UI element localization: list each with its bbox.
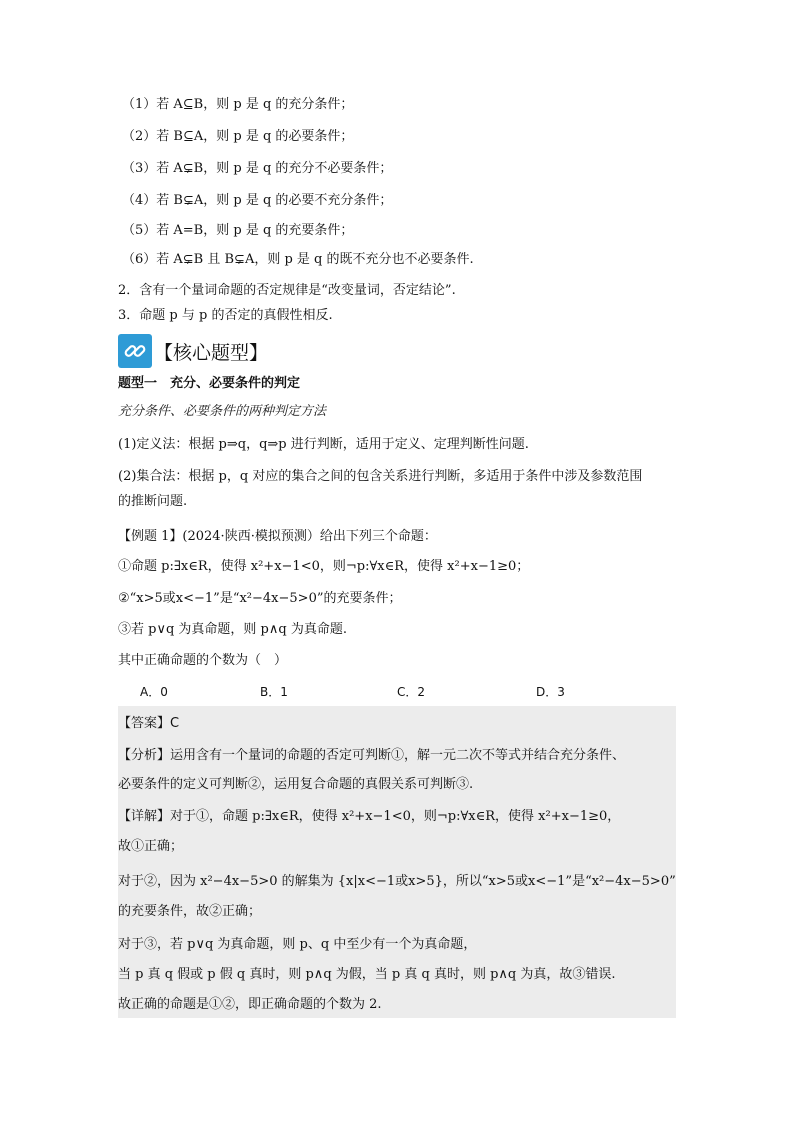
method-2-line-1: (2)集合法：根据 p，q 对应的集合之间的包含关系进行判断，多适用于条件中涉及参数范围	[118, 469, 643, 484]
methods-title: 充分条件、必要条件的两种判定方法	[118, 404, 327, 419]
section-header: 【核心题型】	[154, 342, 269, 364]
condition-5: （5）若 A=B，则 p 是 q 的充要条件；	[122, 223, 354, 238]
rule-3: 3．命题 p 与 p 的否定的真假性相反.	[118, 308, 333, 323]
example-intro: 【例题 1】(2024·陕西·模拟预测）给出下列三个命题：	[118, 529, 437, 544]
detail-line-7: 故正确的命题是①②，即正确命题的个数为 2.	[118, 997, 382, 1012]
detail-line-6: 当 p 真 q 假或 p 假 q 真时，则 p∧q 为假，当 p 真 q 真时，则 p∧q 为真，故③错误.	[118, 967, 616, 982]
statement-2: ②“x>5或x<−1”是“x²−4x−5>0”的充要条件；	[118, 591, 402, 606]
analysis-line-1: 【分析】运用含有一个量词的命题的否定可判断①，解一元二次不等式并结合充分条件、	[118, 748, 626, 763]
answer: 【答案】C	[118, 716, 180, 731]
option-c: C．2	[397, 685, 426, 699]
detail-line-5: 对于③，若 p∨q 为真命题，则 p、q 中至少有一个为真命题，	[118, 937, 477, 952]
condition-6: （6）若 A⊊B 且 B⊊A，则 p 是 q 的既不充分也不必要条件.	[122, 252, 474, 267]
detail-line-2: 故①正确；	[118, 839, 184, 854]
option-a: A．0	[140, 685, 168, 699]
rule-2: 2．含有一个量词命题的否定规律是“改变量词，否定结论”.	[118, 283, 456, 298]
detail-line-1: 【详解】对于①，命题 p:∃x∈R，使得 x²+x−1<0，则¬p:∀x∈R，使得 x²+x−1≥0，	[118, 809, 621, 824]
condition-1: （1）若 A⊆B，则 p 是 q 的充分条件；	[122, 97, 354, 112]
analysis-line-2: 必要条件的定义可判断②，运用复合命题的真假关系可判断③.	[118, 777, 474, 792]
question: 其中正确命题的个数为（ ）	[118, 653, 288, 668]
method-2-line-2: 的推断问题.	[118, 494, 188, 509]
option-b: B．1	[260, 685, 288, 699]
detail-line-3: 对于②，因为 x²−4x−5>0 的解集为 {x|x<−1或x>5}，所以“x>5或x<−1”是“x²−4x−5>0”	[118, 874, 676, 889]
detail-line-4: 的充要条件，故②正确；	[118, 904, 262, 919]
option-d: D．3	[536, 685, 565, 699]
method-1: (1)定义法：根据 p⇒q，q⇒p 进行判断，适用于定义、定理判断性问题.	[118, 437, 529, 452]
statement-1: ①命题 p:∃x∈R，使得 x²+x−1<0，则¬p:∀x∈R，使得 x²+x−1≥0；	[118, 559, 530, 574]
condition-2: （2）若 B⊆A，则 p 是 q 的必要条件；	[122, 129, 354, 144]
condition-3: （3）若 A⊊B，则 p 是 q 的充分不必要条件；	[122, 161, 393, 176]
topic-title: 题型一 充分、必要条件的判定	[118, 376, 301, 391]
condition-4: （4）若 B⊊A，则 p 是 q 的必要不充分条件；	[122, 193, 393, 208]
link-icon	[118, 334, 152, 368]
statement-3: ③若 p∨q 为真命题，则 p∧q 为真命题.	[118, 622, 347, 637]
